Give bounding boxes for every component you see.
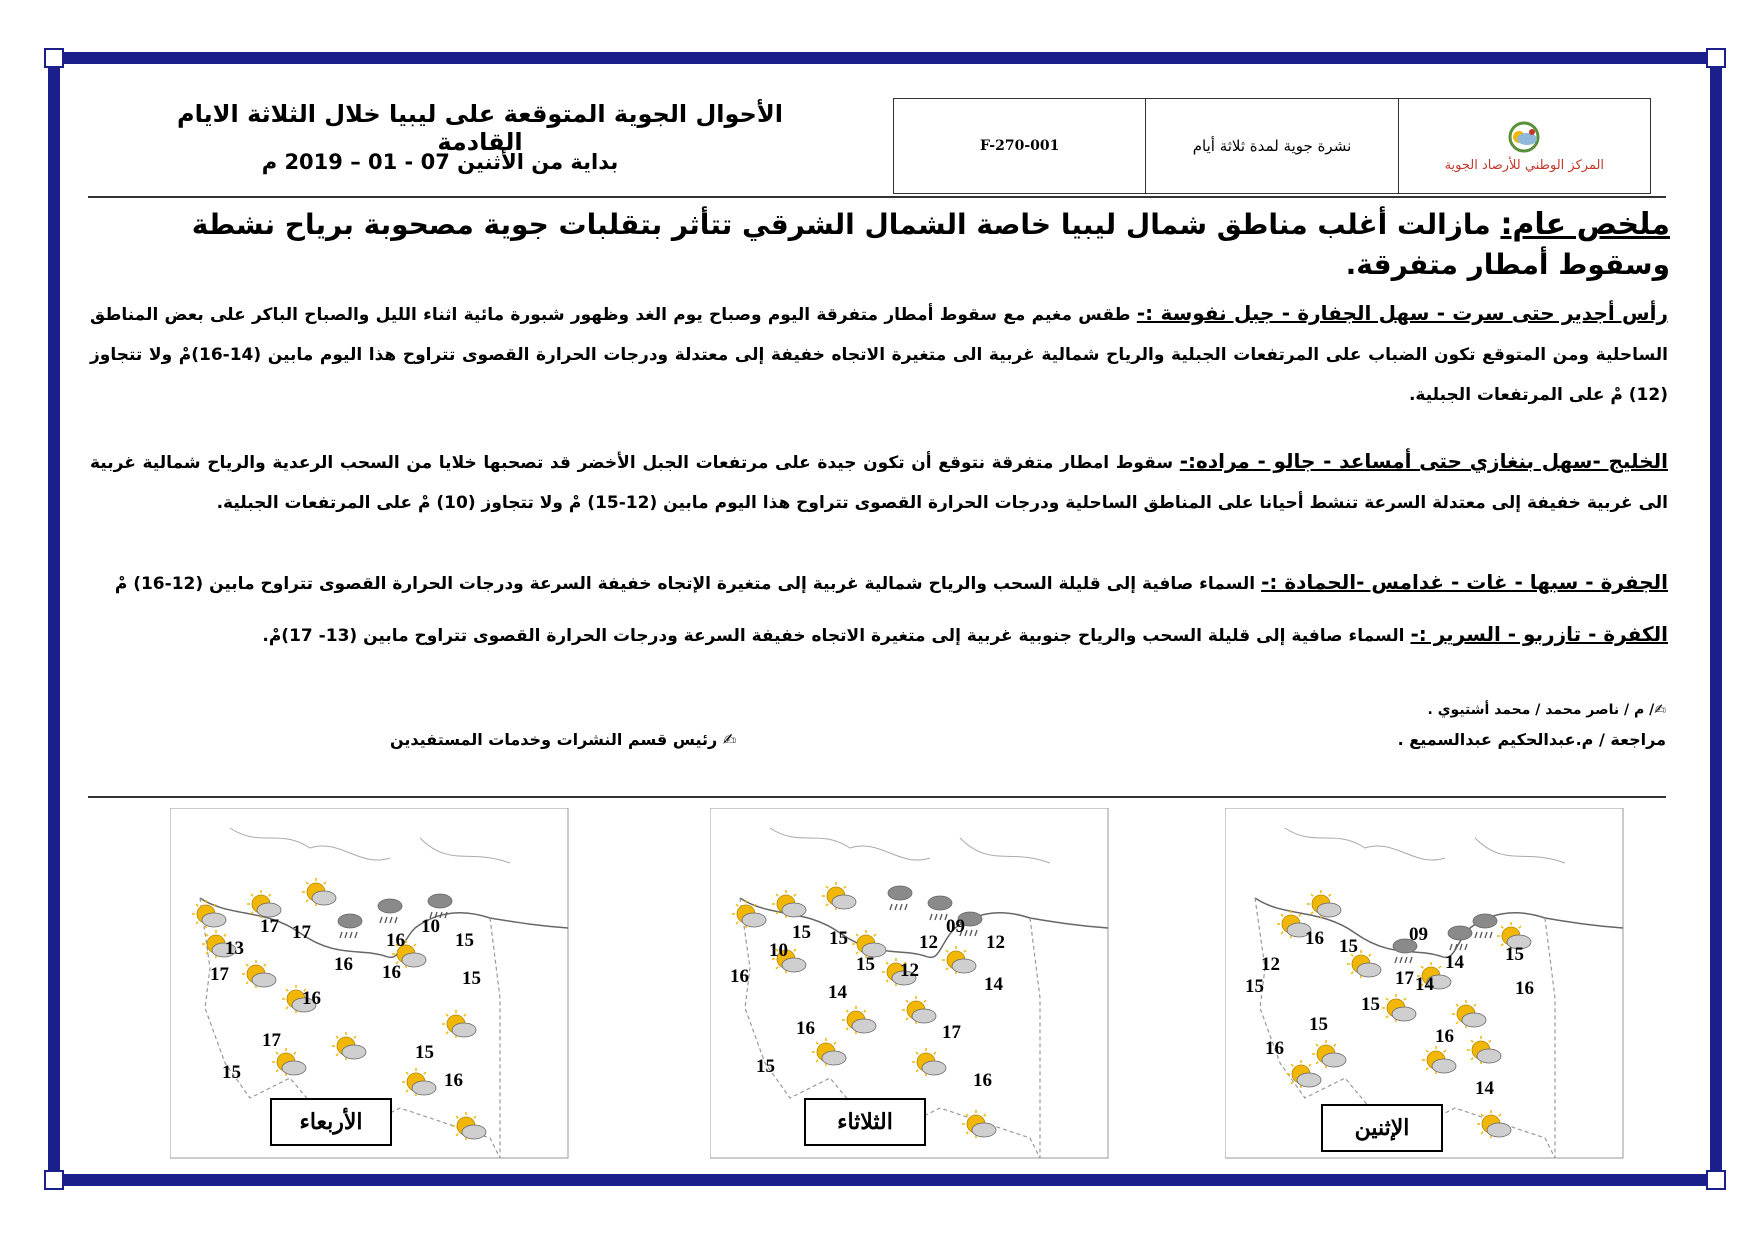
partly-cloudy-icon [730, 898, 770, 934]
partly-cloudy-icon [1465, 1034, 1505, 1070]
temperature-label: 13 [225, 938, 244, 959]
temperature-label: 15 [829, 928, 848, 949]
forecast-date: بداية من الأثنين 07 - 01 – 2019 م [261, 150, 619, 174]
partly-cloudy-icon [910, 1046, 950, 1082]
temperature-label: 16 [444, 1070, 463, 1091]
temperature-label: 12 [900, 960, 919, 981]
temperature-label: 15 [222, 1062, 241, 1083]
rain-cloud-icon [370, 893, 410, 929]
temperature-label: 16 [730, 966, 749, 987]
partly-cloudy-icon [1420, 1044, 1460, 1080]
temperature-label: 12 [1261, 954, 1280, 975]
forecasters-signature: ✍/ م / ناصر محمد / محمد أشتيوي . [1427, 702, 1666, 718]
temperature-label: 16 [796, 1018, 815, 1039]
forecast-map [1225, 808, 1625, 1160]
general-summary [110, 205, 1670, 285]
temperature-label: 16 [334, 954, 353, 975]
temperature-label: 14 [1475, 1078, 1494, 1099]
review-signature: مراجعة / م.عبدالحكيم عبدالسميع . [1397, 730, 1666, 749]
temperature-label: 16 [386, 930, 405, 951]
bulletin-type: نشرة جوية لمدة ثلاثة أيام [1145, 99, 1397, 193]
temperature-label: 10 [769, 940, 788, 961]
summary-label: ملخص عام: [1500, 207, 1670, 242]
temperature-label: 16 [973, 1070, 992, 1091]
region-text: سقوط امطار متفرقة نتوقع أن تكون جيدة على مرتفعات الجبل الأخضر قد تصحبها خلايا من السحب الرعدية والرياح شمالية غربية الى غربية خفيفة إلى معتدلة السرعة تنشط أحيانا على المناطق الساحلية ودرجات الحرارة القصوى تتراوح هذا اليوم مابين (12-15) مْ ولا تتجاوز (10) مْ على المرتفعات الجبلية. [90, 453, 1668, 513]
region-text: السماء صافية إلى قليلة السحب والرياح شمالية غربية إلى متغيرة الإتجاه خفيفة السرعة ودرجات الحرارة القصوى تتراوح مابين (12-16) مْ [114, 574, 1256, 594]
temperature-label: 15 [1361, 994, 1380, 1015]
partly-cloudy-icon [940, 944, 980, 980]
partly-cloudy-icon [400, 1066, 440, 1102]
temperature-label: 17 [942, 1022, 961, 1043]
temperature-label: 14 [1415, 974, 1434, 995]
partly-cloudy-icon [810, 1036, 850, 1072]
temperature-label: 15 [1309, 1014, 1328, 1035]
partly-cloudy-icon [330, 1030, 370, 1066]
day-label: الأربعاء [270, 1098, 392, 1146]
temperature-label: 17 [260, 916, 279, 937]
temperature-label: 17 [292, 922, 311, 943]
page-title: الأحوال الجوية المتوقعة على ليبيا خلال الثلاثة الايام القادمة [177, 100, 783, 156]
temperature-label: 17 [1395, 968, 1414, 989]
temperature-label: 16 [1305, 928, 1324, 949]
temperature-label: 15 [756, 1056, 775, 1077]
region-name: الكفرة - تازربو - السرير :- [1410, 622, 1668, 646]
temperature-label: 17 [210, 964, 229, 985]
partly-cloudy-icon [1285, 1058, 1325, 1094]
partly-cloudy-icon [240, 958, 280, 994]
day-label: الإثنين [1321, 1104, 1443, 1152]
corner-ornament [1706, 1170, 1726, 1190]
region-text: طقس مغيم مع سقوط أمطار متفرقة اليوم وصباح يوم الغد وظهور شبورة مائية اثناء الليل والصباح الباكر على بعض المناطق الساحلية ومن المتوقع تكون الضباب على المرتفعات الجبلية والرياح شمالية غربية الى متغيرة الاتجاه خفيفة إلى معتدلة ودرجات الحرارة القصوى تتراوح هذا اليوم مابين (14-16)مْ ولا تتجاوز (12) مْ على المرتفعات الجبلية. [90, 305, 1668, 405]
temperature-label: 14 [828, 982, 847, 1003]
region-paragraph [90, 293, 1668, 415]
partly-cloudy-icon [1450, 998, 1490, 1034]
partly-cloudy-icon [1305, 888, 1345, 924]
temperature-label: 15 [1245, 976, 1264, 997]
header-divider [88, 196, 1666, 198]
partly-cloudy-icon [820, 880, 860, 916]
center-logo-cell [1398, 99, 1650, 193]
temperature-label: 15 [415, 1042, 434, 1063]
temperature-label: 09 [946, 916, 965, 937]
temperature-label: 15 [1339, 936, 1358, 957]
temperature-label: 14 [1445, 952, 1464, 973]
rain-cloud-icon [880, 880, 920, 916]
header-info-table [893, 98, 1651, 194]
region-name: رأس أجدير حتى سرت - سهل الجفارة - جبل نفوسة :- [1136, 301, 1668, 325]
partly-cloudy-icon [1475, 1108, 1515, 1144]
temperature-label: 15 [455, 930, 474, 951]
region-paragraph [90, 441, 1668, 523]
temperature-label: 12 [986, 932, 1005, 953]
region-paragraph [90, 562, 1668, 604]
temperature-label: 12 [919, 932, 938, 953]
day-label: الثلاثاء [804, 1098, 926, 1146]
partly-cloudy-icon [900, 994, 940, 1030]
temperature-label: 16 [302, 988, 321, 1009]
partly-cloudy-icon [300, 876, 340, 912]
center-logo-icon [1497, 120, 1551, 154]
temperature-label: 16 [382, 962, 401, 983]
center-name: المركز الوطني للأرصاد الجوية [1444, 157, 1605, 173]
temperature-label: 16 [1265, 1038, 1284, 1059]
form-code: F-270-001 [979, 138, 1060, 154]
summary-text: مازالت أغلب مناطق شمال ليبيا خاصة الشمال الشرقي تتأثر بتقلبات جوية مصحوبة برياح نشطة وسقوط أمطار متفرقة. [191, 208, 1670, 281]
temperature-label: 10 [421, 916, 440, 937]
partly-cloudy-icon [450, 1110, 490, 1146]
temperature-label: 16 [1515, 978, 1534, 999]
region-name: الخليج -سهل بنغازي حتى أمساعد - جالو - مراده:- [1179, 449, 1669, 473]
maps-divider [88, 796, 1666, 798]
temperature-label: 16 [1435, 1026, 1454, 1047]
department-head-signature: ✍ رئيس قسم النشرات وخدمات المستفيدين [390, 730, 737, 749]
temperature-label: 17 [262, 1030, 281, 1051]
temperature-label: 15 [856, 954, 875, 975]
forecast-map [710, 808, 1110, 1160]
region-text: السماء صافية إلى قليلة السحب والرياح جنوبية غربية إلى متغيرة الاتجاه خفيفة السرعة ودرجات الحرارة القصوى تتراوح مابين (13- 17)مْ. [262, 626, 1405, 646]
corner-ornament [44, 48, 64, 68]
region-name: الجفرة - سبها - غات - غدامس -الحمادة :- [1261, 570, 1668, 594]
partly-cloudy-icon [840, 1004, 880, 1040]
corner-ornament [1706, 48, 1726, 68]
temperature-label: 15 [462, 968, 481, 989]
rain-cloud-icon [330, 908, 370, 944]
temperature-label: 14 [984, 974, 1003, 995]
partly-cloudy-icon [440, 1008, 480, 1044]
partly-cloudy-icon [960, 1108, 1000, 1144]
partly-cloudy-icon [1380, 992, 1420, 1028]
partly-cloudy-icon [770, 888, 810, 924]
temperature-label: 15 [1505, 944, 1524, 965]
corner-ornament [44, 1170, 64, 1190]
region-paragraph [90, 614, 1668, 656]
temperature-label: 09 [1409, 924, 1428, 945]
temperature-label: 15 [792, 922, 811, 943]
forecast-map [170, 808, 570, 1160]
